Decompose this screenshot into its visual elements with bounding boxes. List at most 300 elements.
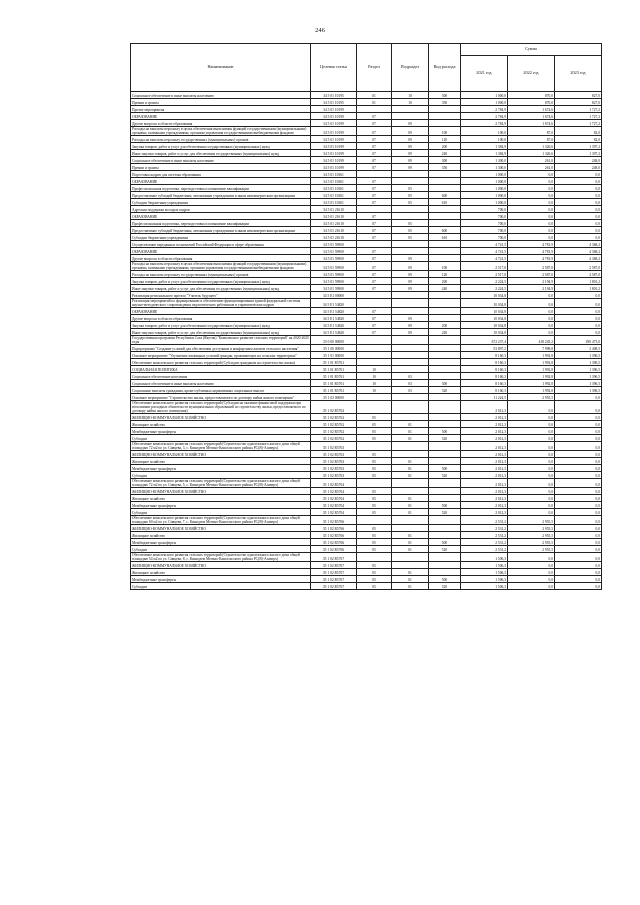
row-2022: 1 992,8 (508, 387, 555, 394)
row-2021: 10 034,8 (461, 315, 508, 322)
row-subsection: 09 (392, 315, 429, 322)
row-2023: 0,0 (555, 401, 602, 414)
row-subsection (392, 171, 429, 178)
row-2021: 1 000,0 (461, 192, 508, 199)
row-2022: 0,0 (508, 583, 555, 590)
row-name: Другие вопросы в области образования (131, 315, 311, 322)
row-section: 07 (357, 220, 392, 227)
row-name: Другие вопросы в области образования (131, 120, 311, 127)
row-target: 35 1 01 R5761 (311, 380, 357, 387)
row-kind (429, 113, 461, 120)
row-section (357, 241, 392, 248)
row-subsection: 03 (392, 387, 429, 394)
row-target: 34 5 E1 54820 (311, 299, 357, 308)
row-2023: 1 801,2 (555, 278, 602, 285)
row-section: 05 (357, 421, 392, 428)
row-kind (429, 308, 461, 315)
row-target: 34 5 01 10195 (311, 99, 357, 106)
table-row (131, 185, 602, 192)
row-2023: 0,0 (555, 495, 602, 502)
table-row (131, 329, 602, 336)
row-name: Осуществление переданных полномочий Российской Федерации в сфере образования (131, 241, 311, 248)
row-name: Обеспечение комплексного развития сельских территорий (Строительство одноэтажного жилого дома общей площадью 72 м2 по ул. Сивцева, 3, с. Кинидзем Мегино-Кангаласского района РС(Я)-Алаверх) (131, 442, 311, 451)
row-2022: 4 781,9 (508, 248, 555, 255)
row-section: 05 (357, 451, 392, 458)
row-2021: 2 531,2 (461, 532, 508, 539)
row-kind: 240 (429, 329, 461, 336)
row-kind: 100 (429, 127, 461, 136)
row-target: 34 5 01 59900 (311, 241, 357, 248)
table-row (131, 164, 602, 171)
row-name: Обеспечение комплексного развития сельских территорий (Строительство одноэтажного жилого дома общей площадью 72 м2 по ул. Сивцева, 5, с. Кинидзем Мегино-Кангаласского района РС(Я)-Алаверх) (131, 479, 311, 488)
row-2022: 0,0 (508, 509, 555, 516)
table-row (131, 472, 602, 479)
row-target: 35 1 02 R5762 (311, 435, 357, 442)
table-row (131, 322, 602, 329)
row-target: 35 1 02 R5764 (311, 488, 357, 495)
row-target: 34 5 01 10199 (311, 164, 357, 171)
table-row (131, 414, 602, 421)
row-section: 07 (357, 157, 392, 164)
row-target: 34 5 01 21610 (311, 206, 357, 213)
row-2021: 100,0 (461, 136, 508, 143)
row-target: 35 1 02 R5766 (311, 532, 357, 539)
table-row (131, 150, 602, 157)
row-name: Реализация регионального проекта "Учитель будущего" (131, 292, 311, 299)
row-2023: 1 397,2 (555, 143, 602, 150)
row-name: Расходы на выплаты персоналу государственных (муниципальных) органов (131, 136, 311, 143)
row-kind (429, 315, 461, 322)
row-section (357, 359, 392, 366)
row-2023: 0,0 (555, 553, 602, 562)
row-subsection: 05 (392, 192, 429, 199)
row-section: 05 (357, 509, 392, 516)
row-2021: 8 160,3 (461, 387, 508, 394)
row-kind (429, 562, 461, 569)
row-2022: 2 955,5 (508, 539, 555, 546)
row-section (357, 206, 392, 213)
col-header-2022: 2022 год (508, 56, 555, 92)
row-target: 35 1 02 R5767 (311, 562, 357, 569)
row-2022: 0,0 (508, 442, 555, 451)
col-header-section: Раздел (357, 44, 392, 92)
row-name: СОЦИАЛЬНАЯ ПОЛИТИКА (131, 366, 311, 373)
row-section: 05 (357, 569, 392, 576)
row-subsection: 09 (392, 255, 429, 262)
row-target: 34 5 01 21610 (311, 213, 357, 220)
table-row (131, 113, 602, 120)
row-section (357, 299, 392, 308)
table-row (131, 479, 602, 488)
row-subsection (392, 336, 429, 345)
row-kind (429, 255, 461, 262)
row-2023: 1 396,5 (555, 387, 602, 394)
row-name: Основное мероприятие "Строительство жилья, предоставляемого по договору найма жилого помещения" (131, 394, 311, 401)
row-target: 34 5 01 10199 (311, 136, 357, 143)
row-section: 07 (357, 127, 392, 136)
row-2022: 87,0 (508, 127, 555, 136)
row-target: 35 1 02 R5766 (311, 546, 357, 553)
row-2021: 8 160,3 (461, 380, 508, 387)
row-name: Иные закупки товаров, работ и услуг для обеспечения государственных (муниципальных) нужд (131, 285, 311, 292)
row-kind: 520 (429, 583, 461, 590)
row-2021: 2 012,3 (461, 479, 508, 488)
row-kind (429, 442, 461, 451)
row-target: 34 5 01 10199 (311, 143, 357, 150)
row-subsection: 09 (392, 136, 429, 143)
row-2023: 1 396,5 (555, 352, 602, 359)
row-section: 07 (357, 248, 392, 255)
table-row (131, 127, 602, 136)
row-2021: 700,0 (461, 220, 508, 227)
row-2023: 0,0 (555, 428, 602, 435)
row-2021: 1 000,0 (461, 185, 508, 192)
row-subsection (392, 553, 429, 562)
table-row (131, 502, 602, 509)
row-name: Межбюджетные трансферты (131, 465, 311, 472)
row-2022: 0,0 (508, 308, 555, 315)
row-name: Расходы на выплаты персоналу в целях обеспечения выполнения функций государственными (муниципальными) органами, казенными учреждениями, органами управления государственными внебюджетными фондами (131, 262, 311, 271)
row-kind (429, 241, 461, 248)
row-2022: 0,0 (508, 401, 555, 414)
row-2022: 0,0 (508, 458, 555, 465)
row-target: 34 5 01 59900 (311, 255, 357, 262)
row-2021: 1 506,3 (461, 576, 508, 583)
row-subsection: 09 (392, 157, 429, 164)
row-kind (429, 414, 461, 421)
table-row (131, 220, 602, 227)
row-2023: 1 801,2 (555, 285, 602, 292)
row-section: 05 (357, 414, 392, 421)
row-2023: 0,0 (555, 435, 602, 442)
row-name: Расходы на выплаты персоналу государственных (муниципальных) органов (131, 271, 311, 278)
row-2022: 0,0 (508, 472, 555, 479)
row-subsection: 03 (392, 380, 429, 387)
row-kind: 100 (429, 262, 461, 271)
row-section (357, 352, 392, 359)
table-row (131, 106, 602, 113)
row-subsection (392, 345, 429, 352)
col-header-sum: Сумма (461, 44, 602, 56)
row-kind (429, 106, 461, 113)
row-subsection (392, 562, 429, 569)
row-section: 07 (357, 262, 392, 271)
row-kind (429, 394, 461, 401)
row-name: Подготовка кадров для системы образования (131, 171, 311, 178)
row-kind: 350 (429, 99, 461, 106)
row-2023: 0,0 (555, 576, 602, 583)
row-kind: 300 (429, 92, 461, 99)
row-subsection (392, 394, 429, 401)
row-section: 05 (357, 458, 392, 465)
table-row (131, 99, 602, 106)
row-2023: 0,0 (555, 394, 602, 401)
row-section: 05 (357, 532, 392, 539)
row-2023: 0,0 (555, 234, 602, 241)
table-row (131, 539, 602, 546)
row-kind: 520 (429, 472, 461, 479)
row-target: 35 1 02 00000 (311, 394, 357, 401)
row-kind (429, 553, 461, 562)
row-target: 35 1 02 R5767 (311, 576, 357, 583)
row-2022: 2 955,5 (508, 516, 555, 525)
row-subsection (392, 248, 429, 255)
table-row (131, 308, 602, 315)
row-subsection (392, 525, 429, 532)
row-2023: 1 727,2 (555, 120, 602, 127)
row-name: Обеспечение комплексного развития сельских территорий (Строительство одноэтажного жилого дома общей площадью 60 м2 по ул. Сивцева, 7, с. Кинидзем Мегино-Кангаласского района РС(Я)-Алаверх) (131, 516, 311, 525)
row-target: 34 5 E1 54820 (311, 308, 357, 315)
row-subsection: 09 (392, 164, 429, 171)
row-name: Обеспечение комплексного развития сельских территорий (Строительство одноэтажного жилого дома общей площадью 54 м2 по ул. Сивцева, 8, с. Кинидзем Мегино-Кангаласского района РС(Я)-Алаверх) (131, 553, 311, 562)
row-subsection (392, 488, 429, 495)
row-subsection: 09 (392, 143, 429, 150)
row-subsection (392, 299, 429, 308)
row-2021: 2 531,2 (461, 516, 508, 525)
row-2022: 2 955,5 (508, 532, 555, 539)
col-header-kind: Вид расхода (429, 44, 461, 92)
row-section: 07 (357, 178, 392, 185)
row-section: 05 (357, 583, 392, 590)
row-2021: 2 784,9 (461, 113, 508, 120)
table-row (131, 178, 602, 185)
row-kind (429, 366, 461, 373)
row-name: Субсидии бюджетным учреждениям (131, 234, 311, 241)
row-2021: 2 531,2 (461, 546, 508, 553)
row-kind (429, 488, 461, 495)
row-subsection: 01 (392, 546, 429, 553)
row-section: 07 (357, 234, 392, 241)
row-2023: 1 396,5 (555, 366, 602, 373)
row-name: ЖИЛИЩНО-КОММУНАЛЬНОЕ ХОЗЯЙСТВО (131, 451, 311, 458)
row-2021: 1 506,3 (461, 569, 508, 576)
row-name: Субсидии (131, 472, 311, 479)
row-kind (429, 336, 461, 345)
row-2022: 418 245,2 (508, 336, 555, 345)
row-target: 35 1 02 R5764 (311, 509, 357, 516)
row-target: 34 5 01 10361 (311, 185, 357, 192)
row-kind (429, 421, 461, 428)
row-2023: 4 368,2 (555, 241, 602, 248)
row-2022: 0,0 (508, 421, 555, 428)
row-section: 05 (357, 488, 392, 495)
row-2021: 8 160,3 (461, 359, 508, 366)
row-2023: 4 368,2 (555, 255, 602, 262)
row-2022: 0,0 (508, 292, 555, 299)
row-section: 05 (357, 539, 392, 546)
budget-table (130, 43, 602, 590)
table-row (131, 271, 602, 278)
row-subsection (392, 308, 429, 315)
row-section (357, 336, 392, 345)
row-2021: 1 506,3 (461, 562, 508, 569)
row-2023: 82,0 (555, 127, 602, 136)
row-2022: 0,0 (508, 465, 555, 472)
row-kind: 520 (429, 435, 461, 442)
row-2022: 0,0 (508, 171, 555, 178)
row-target: 34 5 01 10361 (311, 192, 357, 199)
row-2023: 0,0 (555, 322, 602, 329)
row-target: 34 5 01 10199 (311, 150, 357, 157)
row-subsection (392, 206, 429, 213)
row-subsection: 05 (392, 234, 429, 241)
row-subsection (392, 178, 429, 185)
row-name: Закупка товаров, работ и услуг для обеспечения государственных (муниципальных) нужд (131, 322, 311, 329)
row-kind: 500 (429, 428, 461, 435)
row-section: 07 (357, 113, 392, 120)
row-2021: 1 384,9 (461, 143, 508, 150)
row-2022: 1 992,8 (508, 380, 555, 387)
row-kind: 300 (429, 380, 461, 387)
row-name: ОБРАЗОВАНИЕ (131, 213, 311, 220)
row-2022: 0,0 (508, 322, 555, 329)
row-name: Закупка товаров, работ и услуг для обеспечения государственных (муниципальных) нужд (131, 278, 311, 285)
row-2022: 1 674,6 (508, 113, 555, 120)
table-row (131, 421, 602, 428)
row-target: 34 5 01 10199 (311, 106, 357, 113)
row-2022: 0,0 (508, 178, 555, 185)
row-section: 07 (357, 192, 392, 199)
row-section: 07 (357, 185, 392, 192)
table-row (131, 120, 602, 127)
row-2021: 2 012,3 (461, 414, 508, 421)
row-2023: 0,0 (555, 199, 602, 206)
row-kind (429, 401, 461, 414)
row-subsection: 09 (392, 127, 429, 136)
row-2021: 2 517,0 (461, 271, 508, 278)
row-2022: 1 992,8 (508, 352, 555, 359)
row-2021: 700,0 (461, 213, 508, 220)
row-subsection (392, 442, 429, 451)
row-2021: 1 000,0 (461, 92, 508, 99)
row-subsection (392, 451, 429, 458)
row-2022: 1 674,6 (508, 120, 555, 127)
row-name: Жилищное хозяйство (131, 495, 311, 502)
row-kind (429, 451, 461, 458)
table-row (131, 234, 602, 241)
row-2022: 1 992,8 (508, 366, 555, 373)
row-2023: 2 587,0 (555, 262, 602, 271)
row-subsection: 09 (392, 150, 429, 157)
row-section (357, 553, 392, 562)
row-2023: 1 397,2 (555, 150, 602, 157)
row-subsection: 09 (392, 278, 429, 285)
row-section: 07 (357, 143, 392, 150)
table-row (131, 401, 602, 414)
table-row (131, 315, 602, 322)
row-target: 35 0 00 00000 (311, 336, 357, 345)
row-name: Субсидии (131, 435, 311, 442)
row-2022: 0,0 (508, 213, 555, 220)
row-2023: 1 396,5 (555, 373, 602, 380)
row-subsection: 09 (392, 329, 429, 336)
row-target: 34 5 01 59900 (311, 262, 357, 271)
row-kind (429, 171, 461, 178)
row-target: 35 1 02 R5766 (311, 525, 357, 532)
row-2021: 2 012,3 (461, 509, 508, 516)
row-section: 05 (357, 428, 392, 435)
row-2022: 2 587,0 (508, 271, 555, 278)
row-name: Межбюджетные трансферты (131, 428, 311, 435)
row-section: 10 (357, 366, 392, 373)
row-2023: 0,0 (555, 227, 602, 234)
row-2023: 82,0 (555, 136, 602, 143)
row-kind (429, 373, 461, 380)
row-subsection: 01 (392, 435, 429, 442)
table-row (131, 299, 602, 308)
row-section: 05 (357, 576, 392, 583)
row-2023: 0,0 (555, 442, 602, 451)
row-2021: 1 506,3 (461, 553, 508, 562)
row-kind: 600 (429, 227, 461, 234)
row-subsection (392, 479, 429, 488)
row-target: 35 1 01 R5761 (311, 366, 357, 373)
row-subsection (392, 213, 429, 220)
table-row (131, 192, 602, 199)
row-kind: 520 (429, 509, 461, 516)
row-section: 10 (357, 387, 392, 394)
table-row (131, 199, 602, 206)
row-section: 07 (357, 199, 392, 206)
row-subsection: 05 (392, 199, 429, 206)
table-row (131, 583, 602, 590)
row-2022: 2 194,9 (508, 285, 555, 292)
row-2023: 0,0 (555, 171, 602, 178)
row-subsection: 10 (392, 92, 429, 99)
row-2022: 0,0 (508, 502, 555, 509)
row-2022: 0,0 (508, 553, 555, 562)
row-section: 01 (357, 99, 392, 106)
row-2022: 2 587,0 (508, 262, 555, 271)
row-name: Жилищное хозяйство (131, 458, 311, 465)
row-target: 35 1 02 R5767 (311, 553, 357, 562)
table-row (131, 171, 602, 178)
row-target: 35 1 02 R5763 (311, 451, 357, 458)
row-target: 34 5 E1 54820 (311, 315, 357, 322)
row-2021: 700,0 (461, 227, 508, 234)
row-2023: 0,0 (555, 583, 602, 590)
row-2021: 1 000,0 (461, 178, 508, 185)
row-target: 35 1 02 R5763 (311, 465, 357, 472)
row-kind (429, 359, 461, 366)
row-2022: 0,0 (508, 227, 555, 234)
row-2023: 2 587,0 (555, 271, 602, 278)
row-2021: 2 224,5 (461, 278, 508, 285)
row-section (357, 442, 392, 451)
table-row (131, 359, 602, 366)
row-target: 34 5 01 59900 (311, 271, 357, 278)
row-kind (429, 248, 461, 255)
table-row (131, 525, 602, 532)
col-header-2021: 2021 год (461, 56, 508, 92)
row-target: 34 5 E1 54820 (311, 322, 357, 329)
row-subsection: 05 (392, 185, 429, 192)
table-row (131, 292, 602, 299)
row-target: 34 5 01 10199 (311, 113, 357, 120)
row-2022: 2 955,5 (508, 546, 555, 553)
row-section: 05 (357, 525, 392, 532)
row-subsection (392, 106, 429, 113)
row-target: 34 5 E1 54820 (311, 329, 357, 336)
row-2021: 1 384,9 (461, 150, 508, 157)
row-2022: 0,0 (508, 451, 555, 458)
table-row (131, 213, 602, 220)
row-2021: 10 034,8 (461, 329, 508, 336)
row-section: 07 (357, 136, 392, 143)
row-kind: 610 (429, 199, 461, 206)
row-name: Обеспечение комплексного развития сельских территорий (Субсидии на оказание финансовой поддержки при исполнении расходных обязательств муниципальных образований по строительству жилья, предоставляемого по договору найма жилого помещения) (131, 401, 311, 414)
row-2023: 248,0 (555, 164, 602, 171)
